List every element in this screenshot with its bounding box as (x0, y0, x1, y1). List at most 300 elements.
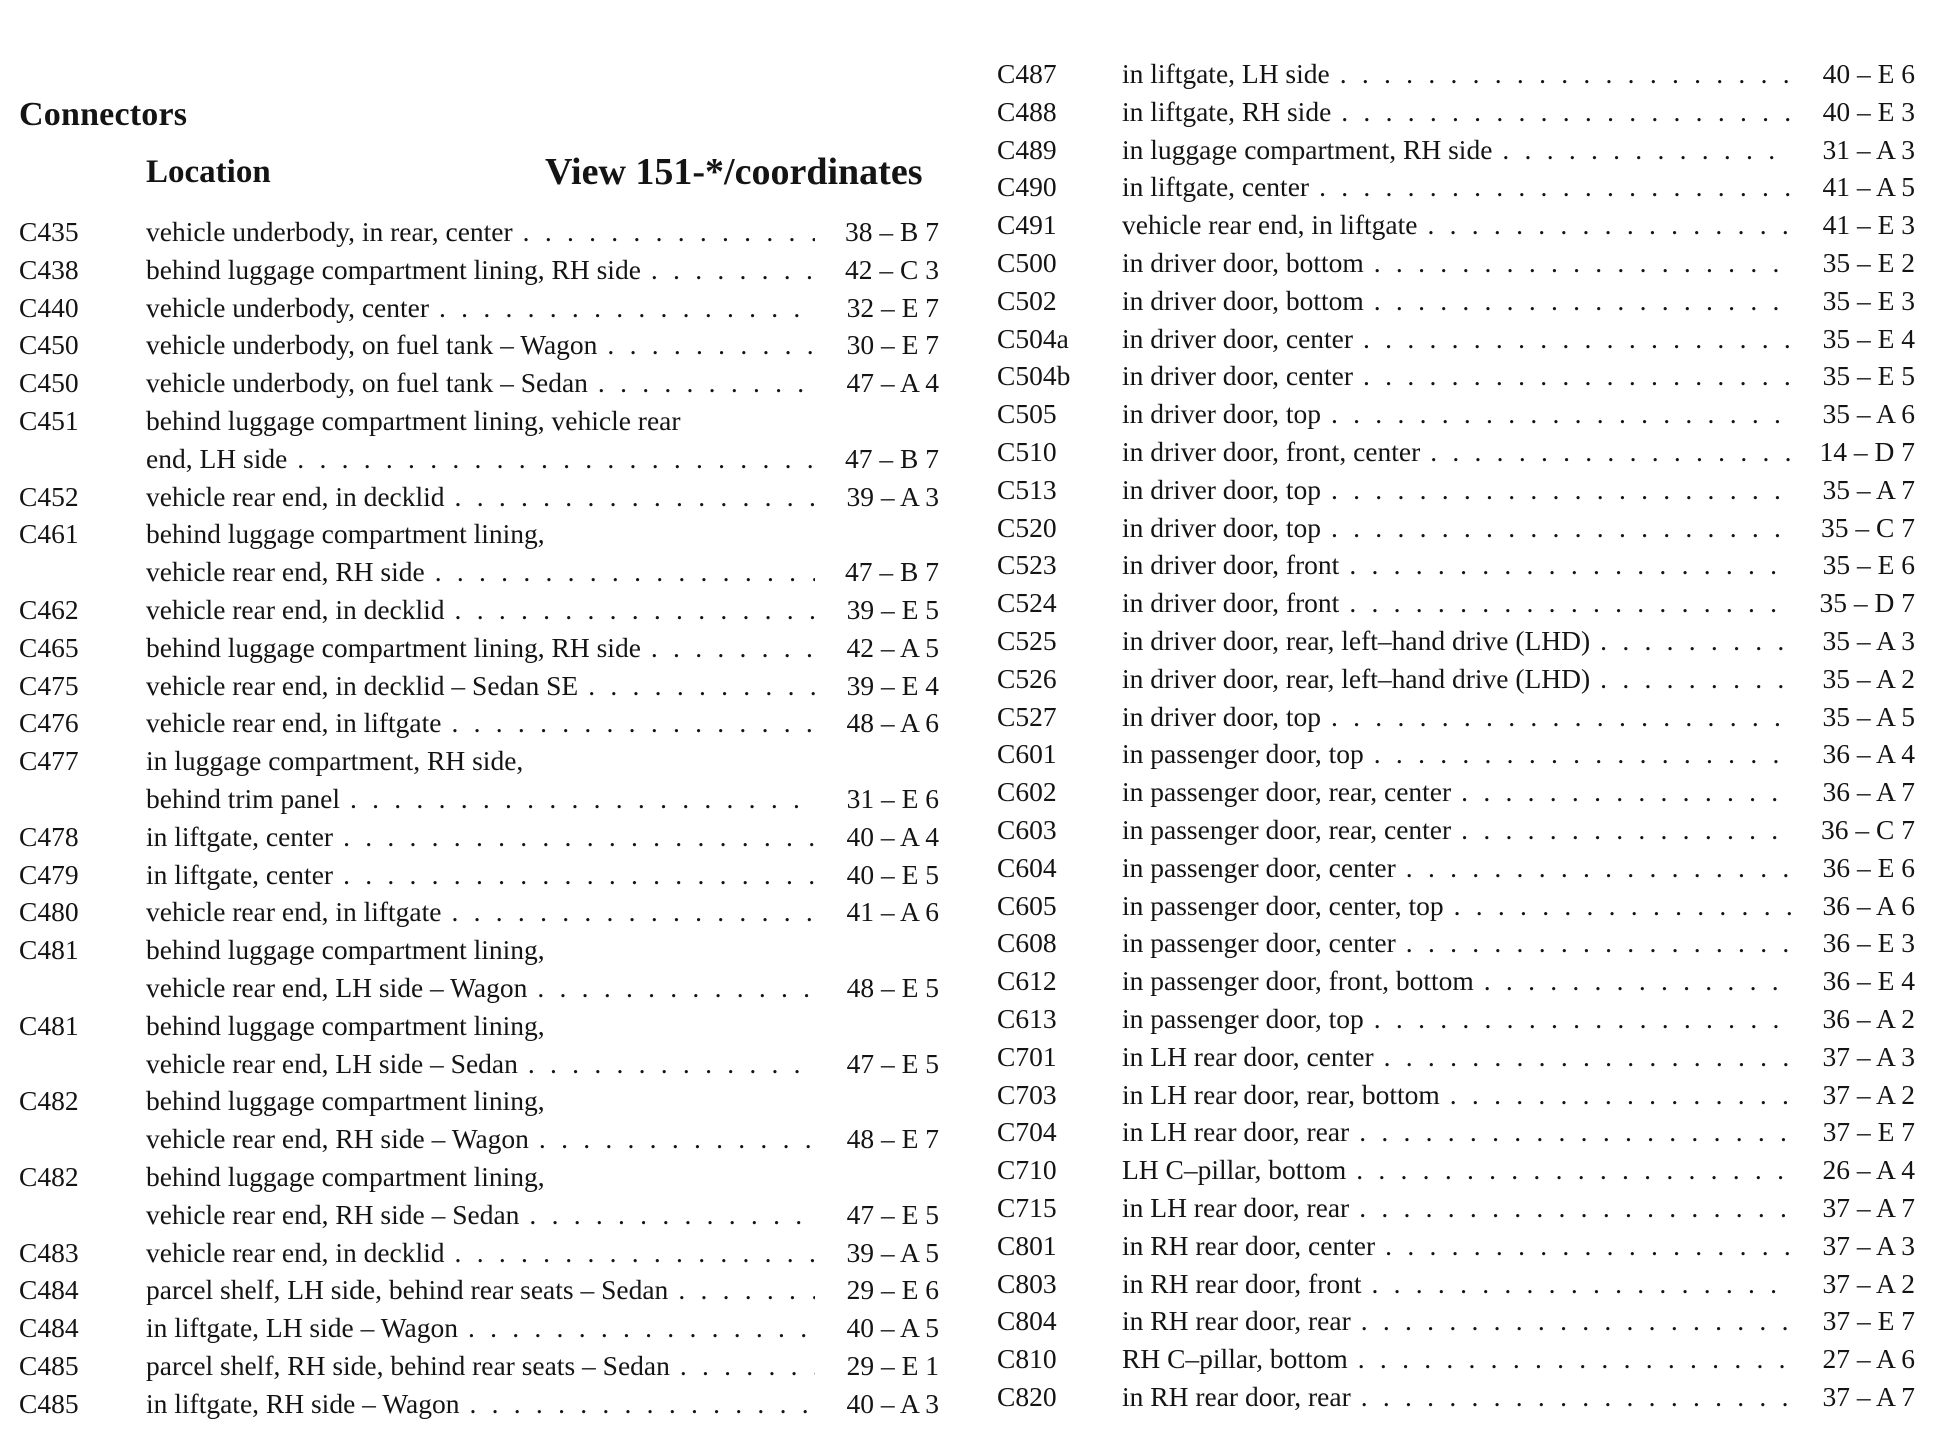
connector-entry (997, 1113, 1915, 1151)
location-line (1122, 811, 1915, 849)
dot-leader (1356, 1151, 1791, 1189)
view-coordinate-reference: 36 – E 6 (1822, 851, 1915, 883)
connector-entry (997, 1038, 1915, 1076)
connector-entry (997, 509, 1915, 547)
location-description: parcel shelf, LH side, behind rear seats – Sedan (146, 1274, 669, 1306)
location-description: in passenger door, center, top (1122, 889, 1444, 921)
connector-list-left (19, 213, 939, 1423)
location-description: in driver door, front, center (1122, 435, 1421, 467)
connector-entry (19, 515, 939, 591)
connector-code: C490 (997, 171, 1057, 203)
connector-entry (19, 1007, 939, 1083)
location-description: in RH rear door, front (1122, 1267, 1362, 1299)
view-coordinate-reference: 48 – E 5 (846, 971, 939, 1003)
dot-leader (1374, 1000, 1791, 1038)
view-coordinate-reference: 36 – A 4 (1822, 738, 1915, 770)
connector-entry (997, 546, 1915, 584)
location-line (1122, 1378, 1915, 1416)
location-description: in liftgate, RH side (1122, 95, 1332, 127)
location-description: vehicle rear end, in decklid (146, 1236, 445, 1268)
location-line (146, 742, 939, 780)
location-description: vehicle rear end, RH side – Wagon (146, 1123, 529, 1155)
connector-entry (997, 433, 1915, 471)
dot-leader (455, 478, 815, 516)
location-description: in driver door, bottom (1122, 284, 1364, 316)
view-coordinate-reference: 39 – E 5 (846, 593, 939, 625)
connector-code: C478 (19, 820, 79, 852)
connector-code: C715 (997, 1191, 1057, 1223)
dot-leader (1361, 1378, 1791, 1416)
dot-leader (350, 780, 815, 818)
dot-leader (1341, 93, 1791, 131)
dot-leader (1454, 887, 1791, 925)
location-line (1122, 168, 1915, 206)
connector-entry (19, 856, 939, 894)
view-coordinate-reference: 40 – E 3 (1822, 95, 1915, 127)
view-coordinate-reference: 42 – C 3 (845, 253, 939, 285)
connector-code: C527 (997, 700, 1057, 732)
connector-entry (997, 962, 1915, 1000)
dot-leader (680, 1347, 815, 1385)
connector-code: C504b (997, 360, 1071, 392)
connector-entry (19, 326, 939, 364)
view-coordinate-reference: 35 – E 3 (1822, 284, 1915, 316)
view-coordinate-reference: 36 – E 3 (1822, 927, 1915, 959)
location-line (146, 1196, 939, 1234)
location-line (1122, 1151, 1915, 1189)
location-line (146, 856, 939, 894)
location-description: in driver door, top (1122, 511, 1321, 543)
dot-leader (1359, 1113, 1791, 1151)
location-line (1122, 546, 1915, 584)
connector-list-right (997, 55, 1915, 1416)
dot-leader (1361, 1302, 1791, 1340)
location-description: in driver door, front (1122, 587, 1340, 619)
view-coordinate-reference: 27 – A 6 (1822, 1343, 1915, 1375)
dot-leader (469, 1385, 815, 1423)
dot-leader (588, 667, 815, 705)
connector-code: C480 (19, 896, 79, 928)
location-line (146, 440, 939, 478)
view-coordinate-reference: 37 – A 2 (1822, 1078, 1915, 1110)
location-description: vehicle rear end, in liftgate (146, 896, 442, 928)
connector-code: C465 (19, 631, 79, 663)
connector-entry (997, 622, 1915, 660)
dot-leader (1374, 244, 1791, 282)
location-column-header: Location (146, 154, 271, 190)
connector-code: C450 (19, 367, 79, 399)
location-line (146, 931, 939, 969)
location-line (1122, 924, 1915, 962)
view-coordinates-column-header: View 151-*/coordinates (545, 151, 923, 193)
view-coordinate-reference: 36 – A 7 (1822, 776, 1915, 808)
connector-entry (997, 811, 1915, 849)
connector-entry (997, 1340, 1915, 1378)
location-line (1122, 698, 1915, 736)
view-coordinate-reference: 37 – A 3 (1822, 1040, 1915, 1072)
location-line (1122, 1038, 1915, 1076)
connector-entry (997, 1265, 1915, 1303)
connector-code: C450 (19, 329, 79, 361)
location-line (146, 780, 939, 818)
dot-leader (523, 213, 815, 251)
location-description: in driver door, front (1122, 549, 1340, 581)
connector-entry (19, 1234, 939, 1272)
connector-entry (997, 924, 1915, 962)
location-description: in passenger door, top (1122, 738, 1364, 770)
location-description: behind luggage compartment lining, RH side (146, 253, 641, 285)
location-line (146, 1045, 939, 1083)
dot-leader (1600, 622, 1791, 660)
location-description: vehicle rear end, in decklid – Sedan SE (146, 669, 579, 701)
location-description: in liftgate, center (1122, 171, 1310, 203)
connector-entry (19, 742, 939, 818)
view-coordinate-reference: 41 – A 5 (1822, 171, 1915, 203)
connector-code: C438 (19, 253, 79, 285)
view-coordinate-reference: 39 – E 4 (846, 669, 939, 701)
connector-code: C526 (997, 662, 1057, 694)
dot-leader (1374, 735, 1791, 773)
location-line (146, 553, 939, 591)
location-description: in LH rear door, rear (1122, 1191, 1350, 1223)
location-line (1122, 395, 1915, 433)
connector-entry (19, 1158, 939, 1234)
location-description: in passenger door, center (1122, 851, 1396, 883)
view-coordinate-reference: 14 – D 7 (1819, 435, 1915, 467)
connector-code: C710 (997, 1154, 1057, 1186)
connector-code: C461 (19, 518, 79, 550)
location-description: behind luggage compartment lining, vehicle rear (146, 404, 681, 436)
connector-entry (997, 320, 1915, 358)
connector-code: C484 (19, 1274, 79, 1306)
view-coordinate-reference: 41 – A 6 (846, 896, 939, 928)
location-line (1122, 282, 1915, 320)
location-description: behind trim panel (146, 782, 340, 814)
location-line (1122, 1265, 1915, 1303)
connector-entry (19, 364, 939, 402)
connector-code: C440 (19, 291, 79, 323)
location-line (1122, 1227, 1915, 1265)
connector-code: C612 (997, 965, 1057, 997)
connector-code: C477 (19, 745, 79, 777)
location-description: in driver door, bottom (1122, 246, 1364, 278)
location-line (146, 251, 939, 289)
location-description: in LH rear door, center (1122, 1040, 1374, 1072)
location-description: vehicle rear end, LH side – Wagon (146, 971, 528, 1003)
view-coordinate-reference: 37 – A 3 (1822, 1229, 1915, 1261)
connector-code: C603 (997, 813, 1057, 845)
connector-entry (997, 1151, 1915, 1189)
dot-leader (1331, 395, 1791, 433)
connector-code: C703 (997, 1078, 1057, 1110)
view-coordinate-reference: 26 – A 4 (1822, 1154, 1915, 1186)
dot-leader (1502, 131, 1791, 169)
connector-entry (997, 773, 1915, 811)
location-line (146, 1082, 939, 1120)
location-description: in liftgate, LH side (1122, 58, 1330, 89)
dot-leader (1384, 1038, 1791, 1076)
location-line (146, 1120, 939, 1158)
location-line (1122, 433, 1915, 471)
view-coordinate-reference: 40 – E 5 (846, 858, 939, 890)
location-line (1122, 509, 1915, 547)
connector-code: C485 (19, 1387, 79, 1419)
connector-code: C525 (997, 624, 1057, 656)
location-description: in passenger door, front, bottom (1122, 965, 1474, 997)
connector-code: C482 (19, 1160, 79, 1192)
connector-entry (19, 667, 939, 705)
location-line (146, 289, 939, 327)
location-description: in liftgate, RH side – Wagon (146, 1387, 460, 1419)
location-description: in liftgate, center (146, 858, 334, 890)
connector-code: C484 (19, 1312, 79, 1344)
dot-leader (539, 1120, 815, 1158)
dot-leader (1450, 1076, 1791, 1114)
connector-entry (19, 1271, 939, 1309)
dot-leader (1406, 924, 1791, 962)
connector-code: C505 (997, 398, 1057, 430)
location-line (146, 326, 939, 364)
location-line (146, 1385, 939, 1423)
connector-code: C601 (997, 738, 1057, 770)
dot-leader (1349, 546, 1791, 584)
dot-leader (1331, 471, 1791, 509)
location-description: vehicle rear end, in liftgate (1122, 209, 1418, 241)
dot-leader (651, 251, 815, 289)
connector-entry (997, 1000, 1915, 1038)
view-coordinate-reference: 47 – E 5 (846, 1047, 939, 1079)
view-coordinate-reference: 38 – B 7 (845, 216, 939, 247)
connector-code: C801 (997, 1229, 1057, 1261)
view-coordinate-reference: 35 – D 7 (1819, 587, 1915, 619)
connector-entry (19, 478, 939, 516)
location-description: in passenger door, center (1122, 927, 1396, 959)
location-line (1122, 887, 1915, 925)
dot-leader (1349, 584, 1791, 622)
view-coordinate-reference: 36 – A 2 (1822, 1002, 1915, 1034)
connector-entry (997, 735, 1915, 773)
dot-leader (1430, 433, 1791, 471)
connector-code: C451 (19, 404, 79, 436)
connector-entry (19, 629, 939, 667)
dot-leader (1461, 811, 1791, 849)
connector-code: C479 (19, 858, 79, 890)
location-description: in luggage compartment, RH side, (146, 745, 524, 777)
connector-code: C504a (997, 322, 1069, 354)
view-coordinate-reference: 41 – E 3 (1822, 209, 1915, 241)
connector-code: C605 (997, 889, 1057, 921)
connector-code: C608 (997, 927, 1057, 959)
connector-code: C489 (997, 133, 1057, 165)
location-description: in driver door, center (1122, 322, 1354, 354)
location-description: behind luggage compartment lining, (146, 518, 545, 550)
connector-code: C804 (997, 1305, 1057, 1337)
location-description: vehicle rear end, RH side (146, 556, 425, 588)
view-coordinate-reference: 37 – E 7 (1822, 1305, 1915, 1337)
location-description: in luggage compartment, RH side (1122, 133, 1493, 165)
location-line (146, 591, 939, 629)
view-coordinate-reference: 37 – A 7 (1822, 1380, 1915, 1412)
location-line (1122, 131, 1915, 169)
dot-leader (1363, 320, 1791, 358)
view-coordinate-reference: 35 – A 7 (1822, 473, 1915, 505)
view-coordinate-reference: 48 – E 7 (846, 1123, 939, 1155)
location-line (146, 1234, 939, 1272)
connector-entry (19, 213, 939, 251)
location-line (146, 1007, 939, 1045)
connector-entry (19, 591, 939, 629)
connector-entry (19, 1082, 939, 1158)
view-coordinate-reference: 35 – A 2 (1822, 662, 1915, 694)
dot-leader (1461, 773, 1791, 811)
view-coordinate-reference: 29 – E 1 (846, 1349, 939, 1381)
view-coordinate-reference: 30 – E 7 (846, 329, 939, 361)
dot-leader (678, 1271, 815, 1309)
location-description: vehicle underbody, in rear, center (146, 216, 513, 247)
connector-entry (19, 402, 939, 478)
location-description: in LH rear door, rear (1122, 1116, 1350, 1148)
connector-code: C452 (19, 480, 79, 512)
location-line (1122, 93, 1915, 131)
view-coordinate-reference: 47 – B 7 (845, 442, 939, 474)
location-line (1122, 660, 1915, 698)
connector-entry (997, 1378, 1915, 1416)
location-description: end, LH side (146, 442, 288, 474)
dot-leader (1374, 282, 1791, 320)
view-coordinate-reference: 35 – A 5 (1822, 700, 1915, 732)
connector-entry (997, 1076, 1915, 1114)
location-description: behind luggage compartment lining, RH side (146, 631, 641, 663)
connector-entry (997, 1227, 1915, 1265)
location-description: in driver door, rear, left–hand drive (LHD) (1122, 624, 1591, 656)
connector-entry (997, 1189, 1915, 1227)
location-description: in LH rear door, rear, bottom (1122, 1078, 1440, 1110)
location-line (1122, 206, 1915, 244)
location-line (146, 667, 939, 705)
view-coordinate-reference: 35 – A 3 (1822, 624, 1915, 656)
location-description: in driver door, top (1122, 700, 1321, 732)
view-coordinate-reference: 47 – A 4 (846, 367, 939, 399)
connector-code: C704 (997, 1116, 1057, 1148)
location-description: in driver door, rear, left–hand drive (LHD) (1122, 662, 1591, 694)
dot-leader (468, 1309, 815, 1347)
dot-leader (439, 289, 815, 327)
location-line (146, 213, 939, 251)
connector-code: C602 (997, 776, 1057, 808)
view-coordinate-reference: 35 – A 6 (1822, 398, 1915, 430)
dot-leader (451, 704, 815, 742)
connector-code: C483 (19, 1236, 79, 1268)
location-description: parcel shelf, RH side, behind rear seats – Sedan (146, 1349, 670, 1381)
view-coordinate-reference: 32 – E 7 (846, 291, 939, 323)
dot-leader (528, 1045, 815, 1083)
dot-leader (343, 856, 815, 894)
view-coordinate-reference: 42 – A 5 (846, 631, 939, 663)
dot-leader (1359, 1189, 1791, 1227)
connector-code: C500 (997, 246, 1057, 278)
connector-code: C491 (997, 209, 1057, 241)
view-coordinate-reference: 40 – E 6 (1822, 58, 1915, 89)
location-description: in passenger door, rear, center (1122, 776, 1452, 808)
location-line (146, 364, 939, 402)
location-line (146, 1271, 939, 1309)
connector-code: C487 (997, 58, 1057, 89)
location-line (146, 515, 939, 553)
connector-code: C502 (997, 284, 1057, 316)
connector-code: C523 (997, 549, 1057, 581)
connector-code: C482 (19, 1085, 79, 1117)
dot-leader (1406, 849, 1791, 887)
connector-entry (997, 471, 1915, 509)
location-description: in driver door, top (1122, 398, 1321, 430)
dot-leader (1484, 962, 1791, 1000)
connector-code: C701 (997, 1040, 1057, 1072)
location-line (1122, 622, 1915, 660)
view-coordinate-reference: 47 – B 7 (845, 556, 939, 588)
view-coordinate-reference: 35 – E 6 (1822, 549, 1915, 581)
location-line (1122, 584, 1915, 622)
location-line (1122, 1076, 1915, 1114)
view-coordinate-reference: 37 – A 2 (1822, 1267, 1915, 1299)
location-line (146, 629, 939, 667)
view-coordinate-reference: 36 – C 7 (1821, 813, 1915, 845)
connector-entry (997, 55, 1915, 93)
view-coordinate-reference: 37 – A 7 (1822, 1191, 1915, 1223)
view-coordinate-reference: 40 – A 4 (846, 820, 939, 852)
connector-code: C475 (19, 669, 79, 701)
connector-entry (19, 893, 939, 931)
location-line (146, 818, 939, 856)
connector-entry (997, 131, 1915, 169)
location-line (1122, 55, 1915, 93)
view-coordinate-reference: 35 – E 2 (1822, 246, 1915, 278)
dot-leader (598, 364, 815, 402)
view-coordinate-reference: 31 – A 3 (1822, 133, 1915, 165)
location-line (1122, 471, 1915, 509)
dot-leader (1371, 1265, 1791, 1303)
connector-entry (997, 206, 1915, 244)
view-coordinate-reference: 39 – A 5 (846, 1236, 939, 1268)
location-line (1122, 773, 1915, 811)
location-line (146, 1347, 939, 1385)
connector-entry (997, 660, 1915, 698)
view-coordinate-reference: 40 – A 5 (846, 1312, 939, 1344)
location-description: vehicle rear end, RH side – Sedan (146, 1198, 520, 1230)
view-coordinate-reference: 35 – C 7 (1821, 511, 1915, 543)
location-description: in liftgate, LH side – Wagon (146, 1312, 458, 1344)
location-line (146, 704, 939, 742)
connector-code: C481 (19, 934, 79, 966)
location-line (146, 969, 939, 1007)
view-coordinate-reference: 35 – E 4 (1822, 322, 1915, 354)
dot-leader (537, 969, 815, 1007)
connector-code: C820 (997, 1380, 1057, 1412)
connector-entry (19, 1347, 939, 1385)
dot-leader (1331, 698, 1791, 736)
dot-leader (1340, 55, 1791, 93)
dot-leader (1363, 357, 1791, 395)
location-description: behind luggage compartment lining, (146, 934, 545, 966)
connector-code: C524 (997, 587, 1057, 619)
dot-leader (529, 1196, 815, 1234)
connector-entry (997, 584, 1915, 622)
view-coordinate-reference: 36 – A 6 (1822, 889, 1915, 921)
connector-entry (997, 244, 1915, 282)
location-line (1122, 1302, 1915, 1340)
connector-code: C810 (997, 1343, 1057, 1375)
dot-leader (451, 893, 815, 931)
connector-entry (19, 704, 939, 742)
